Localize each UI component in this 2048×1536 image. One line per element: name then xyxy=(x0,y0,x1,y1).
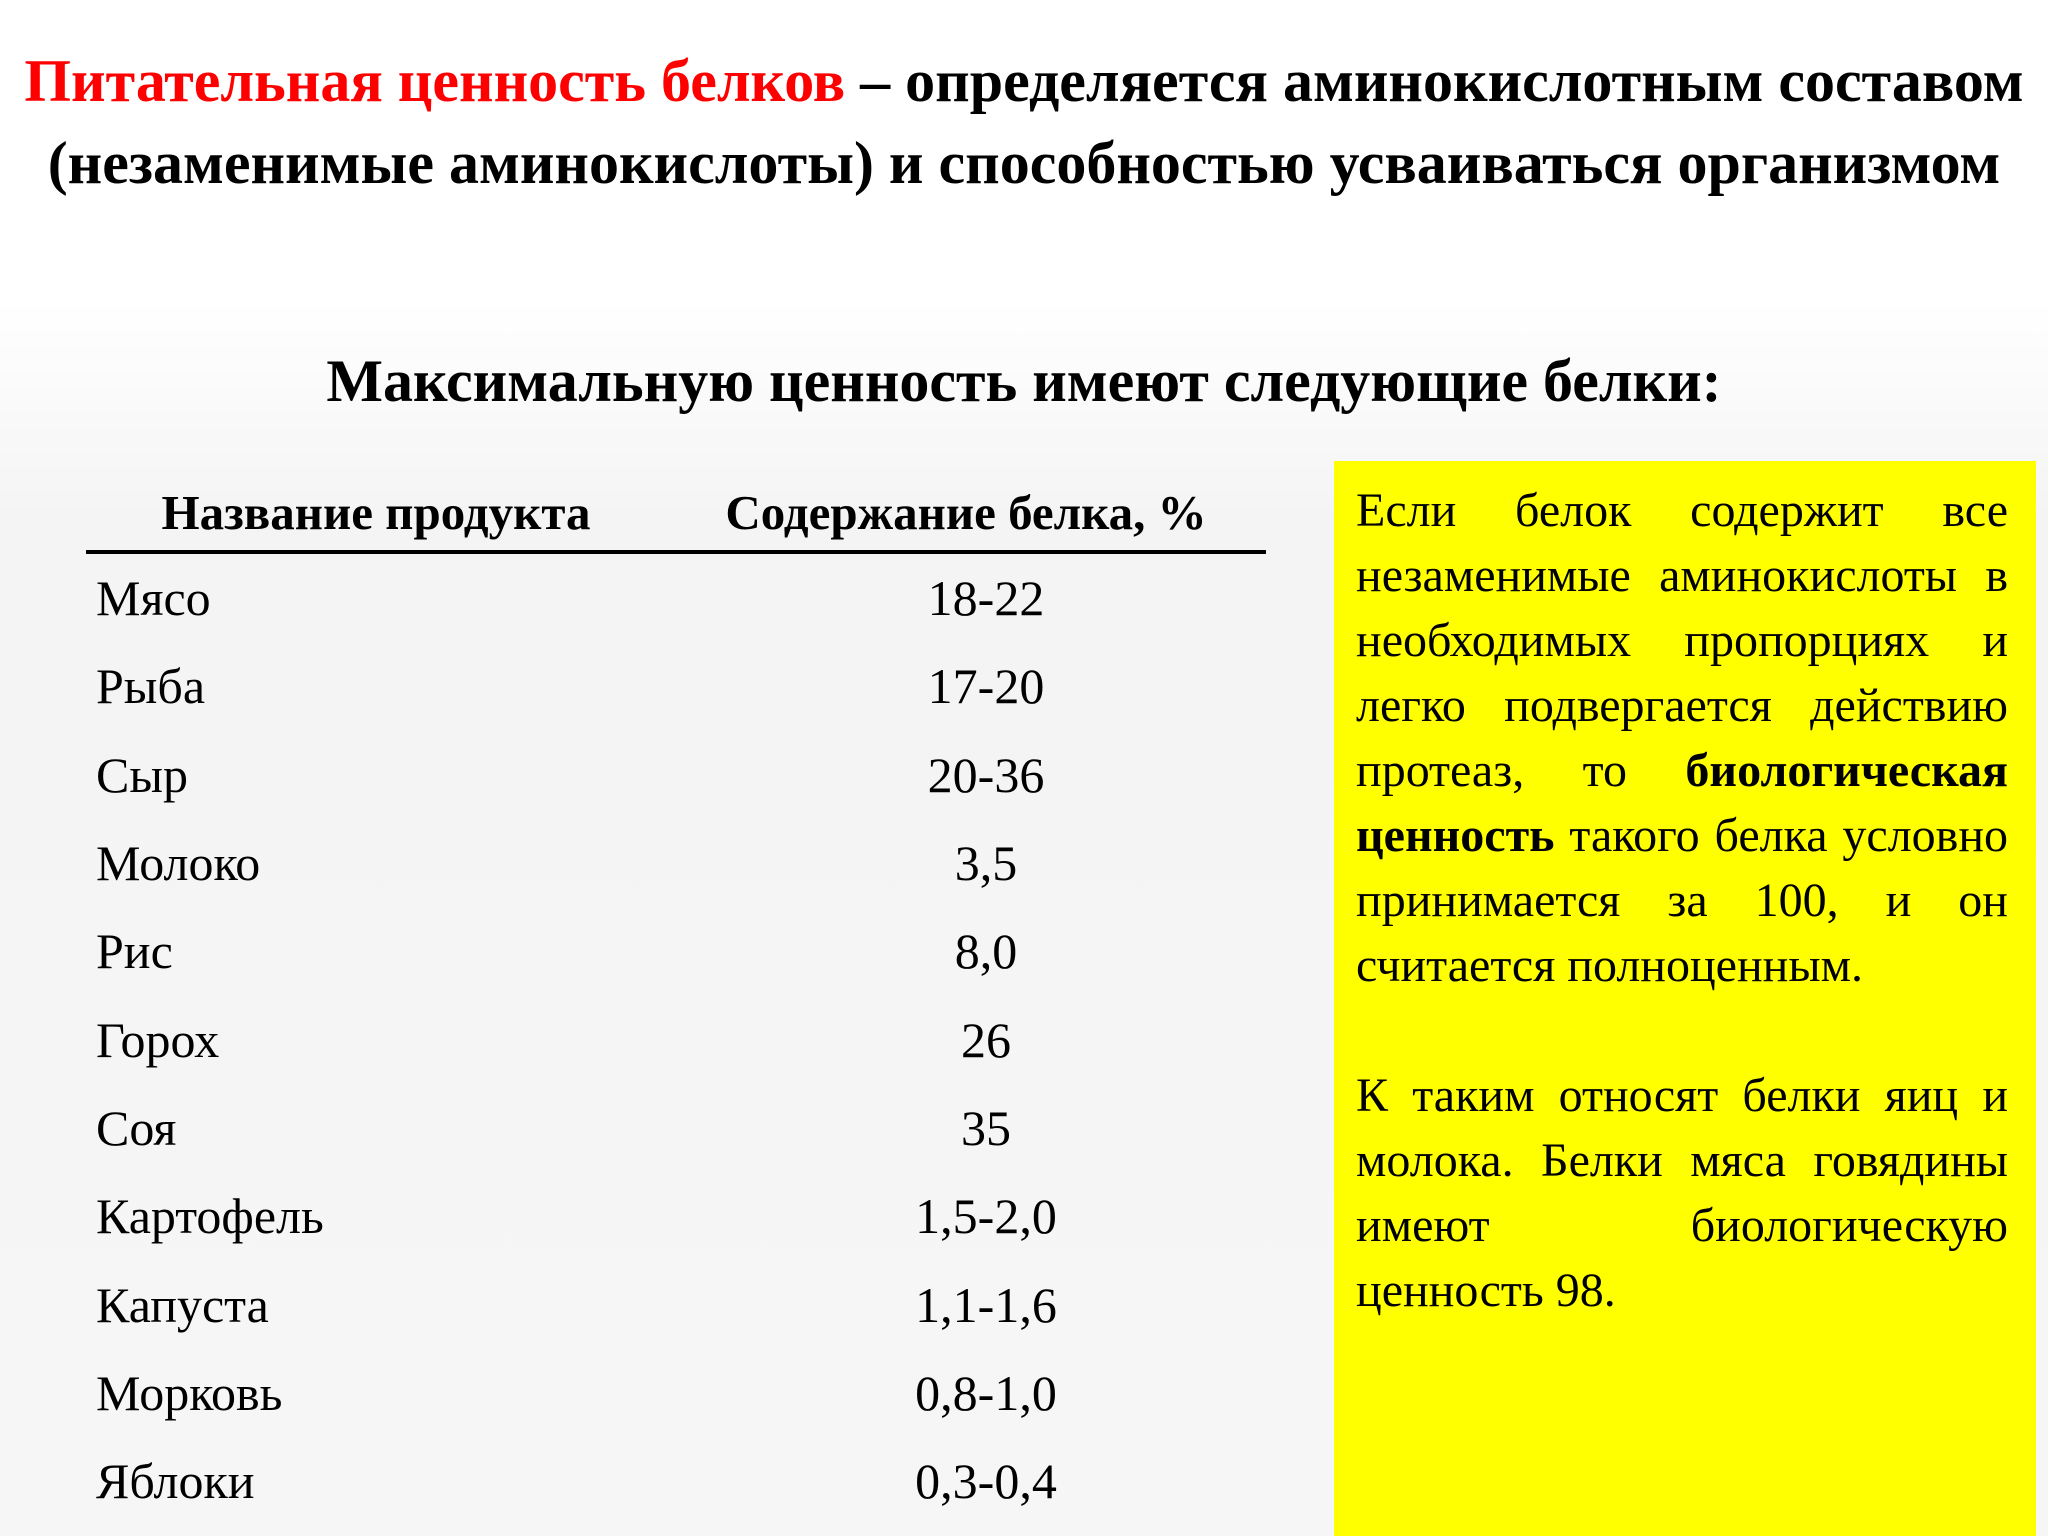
protein-value: 3,5 xyxy=(954,835,1018,892)
note-term-bold: биологическая ценность xyxy=(1356,744,2008,862)
note-paragraph-examples: К таким относят белки яиц и молока. Белки мяса говядины имеют биологическую ценность 98. xyxy=(1356,1069,2008,1317)
note-text-intro: Если белок содержит все незаменимые аминокислоты в необходимых пропорциях и легко подвергается действию протеаз, то xyxy=(1356,484,2008,797)
title-accent: Питательная ценность белков xyxy=(24,48,846,114)
product-name: Мясо xyxy=(96,570,211,627)
title-rest: – определяется аминокислотным составом (незаменимые аминокислоты) и способностью усваиваться организмом xyxy=(47,48,2024,196)
protein-value: 8,0 xyxy=(954,923,1018,980)
protein-value: 26 xyxy=(961,1011,1011,1068)
table-row xyxy=(86,1437,1266,1525)
product-name: Морковь xyxy=(96,1364,283,1421)
table-row xyxy=(86,819,1266,907)
protein-content-table xyxy=(86,474,1266,1525)
table-row xyxy=(86,907,1266,995)
note-paragraph-definition xyxy=(1356,478,2008,998)
product-name: Картофель xyxy=(96,1188,324,1245)
product-name: Рис xyxy=(96,923,173,980)
table-row xyxy=(86,642,1266,730)
product-name: Яблоки xyxy=(96,1453,255,1510)
product-name: Соя xyxy=(96,1099,177,1156)
product-name: Сыр xyxy=(96,746,188,803)
protein-value: 1,1-1,6 xyxy=(915,1276,1057,1333)
protein-value: 18-22 xyxy=(927,570,1045,627)
table-row xyxy=(86,1349,1266,1437)
table-row xyxy=(86,1260,1266,1348)
protein-value: 35 xyxy=(961,1099,1011,1156)
protein-value: 17-20 xyxy=(927,658,1045,715)
table-header-row xyxy=(86,474,1266,552)
protein-value: 1,5-2,0 xyxy=(915,1188,1057,1245)
note-text-conclusion: такого белка условно принимается за 100, и он считается полноценным. xyxy=(1356,809,2008,992)
protein-value: 0,3-0,4 xyxy=(915,1453,1057,1510)
column-header-protein: Содержание белка, % xyxy=(666,474,1266,552)
table-row xyxy=(86,1172,1266,1260)
biological-value-note xyxy=(1334,461,2036,1536)
table-row xyxy=(86,1084,1266,1172)
product-name: Рыба xyxy=(96,658,206,715)
protein-value: 20-36 xyxy=(927,746,1045,803)
column-header-product: Название продукта xyxy=(86,474,666,552)
table-row xyxy=(86,995,1266,1083)
protein-value: 0,8-1,0 xyxy=(915,1364,1057,1421)
product-name: Горох xyxy=(96,1011,220,1068)
product-name: Молоко xyxy=(96,835,261,892)
table-row xyxy=(86,552,1266,642)
product-name: Капуста xyxy=(96,1276,269,1333)
slide-title xyxy=(20,40,2028,204)
slide-subtitle: Максимальную ценность имеют следующие белки: xyxy=(326,348,1722,414)
table-row xyxy=(86,731,1266,819)
